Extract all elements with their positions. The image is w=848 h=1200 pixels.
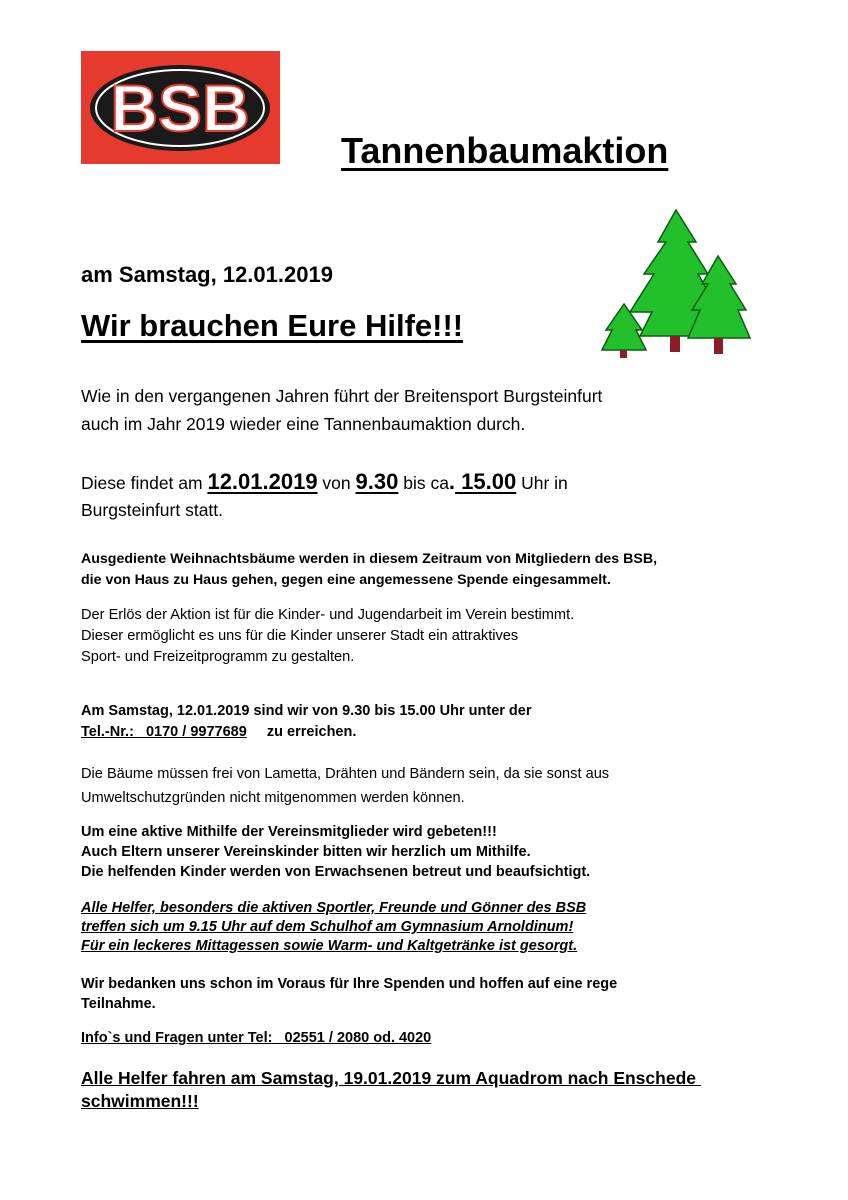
- trees-rule-line: Umweltschutzgründen nicht mitgenommen werden können.: [81, 790, 465, 806]
- proceeds-line: Sport- und Freizeitprogramm zu gestalten.: [81, 649, 355, 665]
- collection-paragraph: [81, 549, 801, 591]
- help-heading: Wir brauchen Eure Hilfe!!!: [81, 308, 464, 343]
- thanks-paragraph: [81, 974, 801, 1014]
- page-title: Tannenbaumaktion: [341, 130, 669, 171]
- helpers-line: Die helfenden Kinder werden von Erwachsenen betreut und beaufsichtigt.: [81, 864, 591, 880]
- schedule-paragraph: [81, 468, 781, 524]
- contact-line: Am Samstag, 12.01.2019 sind wir von 9.30 bis 15.00 Uhr unter der: [81, 703, 532, 719]
- meeting-line: treffen sich um 9.15 Uhr auf dem Schulhof am Gymnasium Arnoldinum!: [81, 919, 574, 935]
- schedule-start: 9.30: [355, 469, 399, 494]
- trees-rule-line: Die Bäume müssen frei von Lametta, Drähten und Bändern sein, da sie sonst aus: [81, 766, 610, 782]
- schedule-from: von: [317, 473, 356, 493]
- event-date-line: am Samstag, 12.01.2019: [81, 262, 333, 287]
- schedule-date: 12.01.2019: [207, 469, 318, 494]
- intro-paragraph: [81, 382, 781, 438]
- collection-line: die von Haus zu Haus gehen, gegen eine angemessene Spende eingesammelt.: [81, 572, 611, 588]
- proceeds-line: Der Erlös der Aktion ist für die Kinder- und Jugendarbeit im Verein bestimmt.: [81, 607, 575, 623]
- schedule-suffix: Uhr in: [516, 473, 568, 493]
- fir-trees-illustration: [600, 208, 760, 360]
- swim-paragraph: [81, 1067, 801, 1113]
- swim-line: Alle Helfer fahren am Samstag, 19.01.2019 zum Aquadrom nach Enschede: [81, 1068, 701, 1088]
- contact-phone: Tel.-Nr.: 0170 / 9977689: [81, 724, 247, 740]
- swim-line: schwimmen!!!: [81, 1091, 199, 1111]
- schedule-dot: .: [448, 469, 456, 494]
- logo-text: BSB: [110, 71, 250, 145]
- contact-reach: zu erreichen.: [246, 724, 357, 740]
- contact-paragraph: [81, 701, 801, 743]
- bsb-logo: [81, 51, 280, 164]
- schedule-end: 15.00: [455, 469, 517, 494]
- helpers-line: Auch Eltern unserer Vereinskinder bitten wir herzlich um Mithilfe.: [81, 844, 531, 860]
- thanks-line: Wir bedanken uns schon im Voraus für Ihre Spenden und hoffen auf eine rege: [81, 976, 618, 992]
- proceeds-paragraph: [81, 605, 801, 668]
- collection-line: Ausgediente Weihnachtsbäume werden in diesem Zeitraum von Mitgliedern des BSB,: [81, 551, 658, 567]
- schedule-line2: Burgsteinfurt statt.: [81, 500, 224, 520]
- proceeds-line: Dieser ermöglicht es uns für die Kinder unserer Stadt ein attraktives: [81, 628, 519, 644]
- meeting-line: Für ein leckeres Mittagessen sowie Warm- und Kaltgetränke ist gesorgt.: [81, 938, 578, 954]
- trees-rule-paragraph: [81, 762, 801, 810]
- meeting-paragraph: [81, 899, 801, 956]
- schedule-prefix: Diese findet am: [81, 473, 208, 493]
- schedule-until: bis ca: [398, 473, 449, 493]
- intro-line: Wie in den vergangenen Jahren führt der Breitensport Burgsteinfurt: [81, 386, 603, 406]
- helpers-paragraph: [81, 822, 801, 882]
- meeting-line: Alle Helfer, besonders die aktiven Sportler, Freunde und Gönner des BSB: [81, 900, 587, 916]
- intro-line: auch im Jahr 2019 wieder eine Tannenbaumaktion durch.: [81, 414, 526, 434]
- info-line: Info`s und Fragen unter Tel: 02551 / 2080 od. 4020: [81, 1030, 432, 1046]
- helpers-line: Um eine aktive Mithilfe der Vereinsmitglieder wird gebeten!!!: [81, 824, 497, 840]
- thanks-line: Teilnahme.: [81, 996, 156, 1012]
